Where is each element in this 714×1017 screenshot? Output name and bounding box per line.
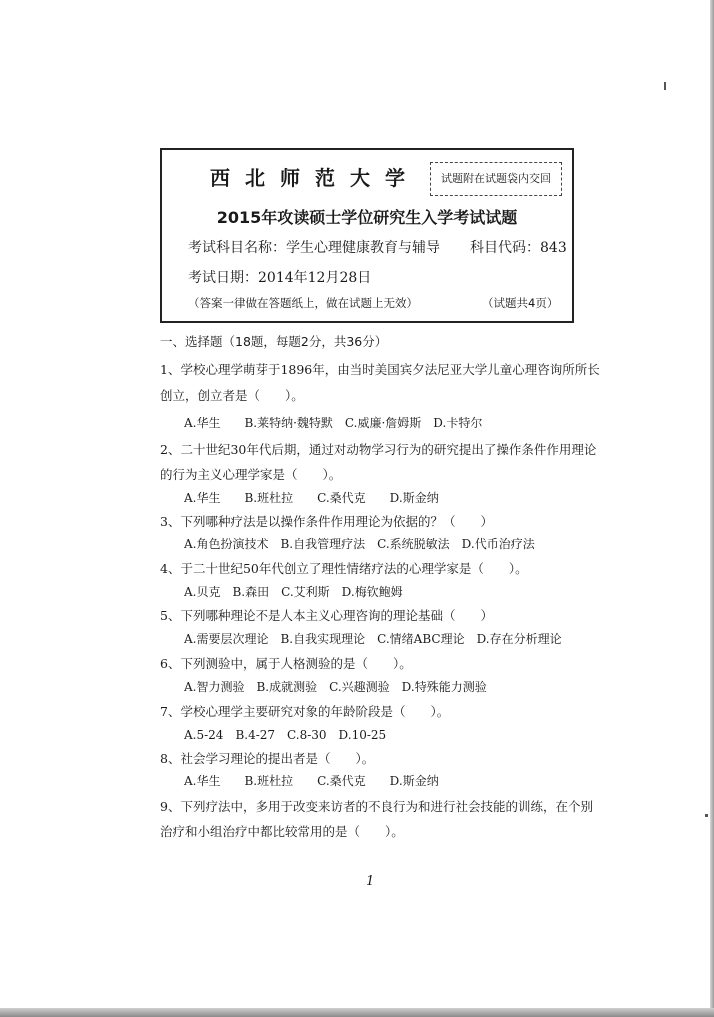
question-9-line-2: 治疗和小组治疗中都比较常用的是（ ）。 [160, 824, 404, 839]
answer-instruction: （答案一律做在答题纸上，做在试题上无效） [188, 296, 418, 310]
question-8-line-1: 8、社会学习理论的提出者是（ ）。 [160, 751, 375, 766]
question-2-line-2: 的行为主义心理学家是（ ）。 [160, 467, 342, 482]
question-1-line-2: 创立，创立者是（ ）。 [160, 388, 304, 403]
question-2-line-1: 2、二十世纪30年代后期，通过对动物学习行为的研究提出了操作条件作用理论 [160, 442, 597, 457]
question-6-options: A.智力测验 B.成就测验 C.兴趣测验 D.特殊能力测验 [184, 680, 487, 694]
exam-header-box [160, 148, 574, 323]
question-2-options: A.华生 B.班杜拉 C.桑代克 D.斯金纳 [184, 491, 439, 505]
scan-speck [705, 814, 708, 817]
scan-edge-bottom [0, 1008, 714, 1017]
question-6-line-1: 6、下列测验中，属于人格测验的是（ ）。 [160, 656, 412, 671]
question-7-line-1: 7、学校心理学主要研究对象的年龄阶段是（ ）。 [160, 704, 450, 719]
question-7-options: A.5-24 B.4-27 C.8-30 D.10-25 [184, 728, 387, 742]
question-9-line-1: 9、下列疗法中，多用于改变来访者的不良行为和进行社会技能的训练，在个别 [160, 799, 593, 814]
question-4-line-1: 4、于二十世纪50年代创立了理性情绪疗法的心理学家是（ ）。 [160, 561, 528, 576]
page-number: 1 [366, 874, 375, 889]
university-name: 西北师范大学 [210, 166, 420, 190]
question-5-line-1: 5、下列哪种理论不是人本主义心理咨询的理论基础（ ） [160, 608, 493, 623]
page-count-note: （试题共4页） [482, 296, 559, 310]
question-3-options: A.角色扮演技术 B.自我管理疗法 C.系统脱敏法 D.代币治疗法 [184, 537, 535, 551]
scan-speck [664, 82, 666, 90]
section-heading: 一、选择题（18题，每题2分，共36分） [160, 334, 388, 349]
question-1-line-1: 1、学校心理学萌芽于1896年，由当时美国宾夕法尼亚大学儿童心理咨询所所长 [160, 362, 600, 377]
exam-title: 2015年攻读硕士学位研究生入学考试试题 [216, 208, 518, 227]
question-5-options: A.需要层次理论 B.自我实现理论 C.情绪ABC理论 D.存在分析理论 [184, 632, 562, 646]
question-3-line-1: 3、下列哪种疗法是以操作条件作用理论为依据的？（ ） [160, 514, 493, 529]
return-note-box: 试题附在试题袋内交回 [430, 162, 562, 196]
subject-code: 科目代码：843 [470, 240, 567, 256]
exam-date: 考试日期：2014年12月28日 [188, 270, 372, 286]
question-4-options: A.贝克 B.森田 C.艾利斯 D.梅钦鲍姆 [184, 585, 403, 599]
question-8-options: A.华生 B.班杜拉 C.桑代克 D.斯金纳 [184, 774, 439, 788]
scan-edge-right [710, 0, 714, 1017]
subject-name: 考试科目名称：学生心理健康教育与辅导 [188, 240, 440, 256]
question-1-options: A.华生 B.莱特纳·魏特默 C.威廉·詹姆斯 D.卡特尔 [184, 416, 483, 430]
